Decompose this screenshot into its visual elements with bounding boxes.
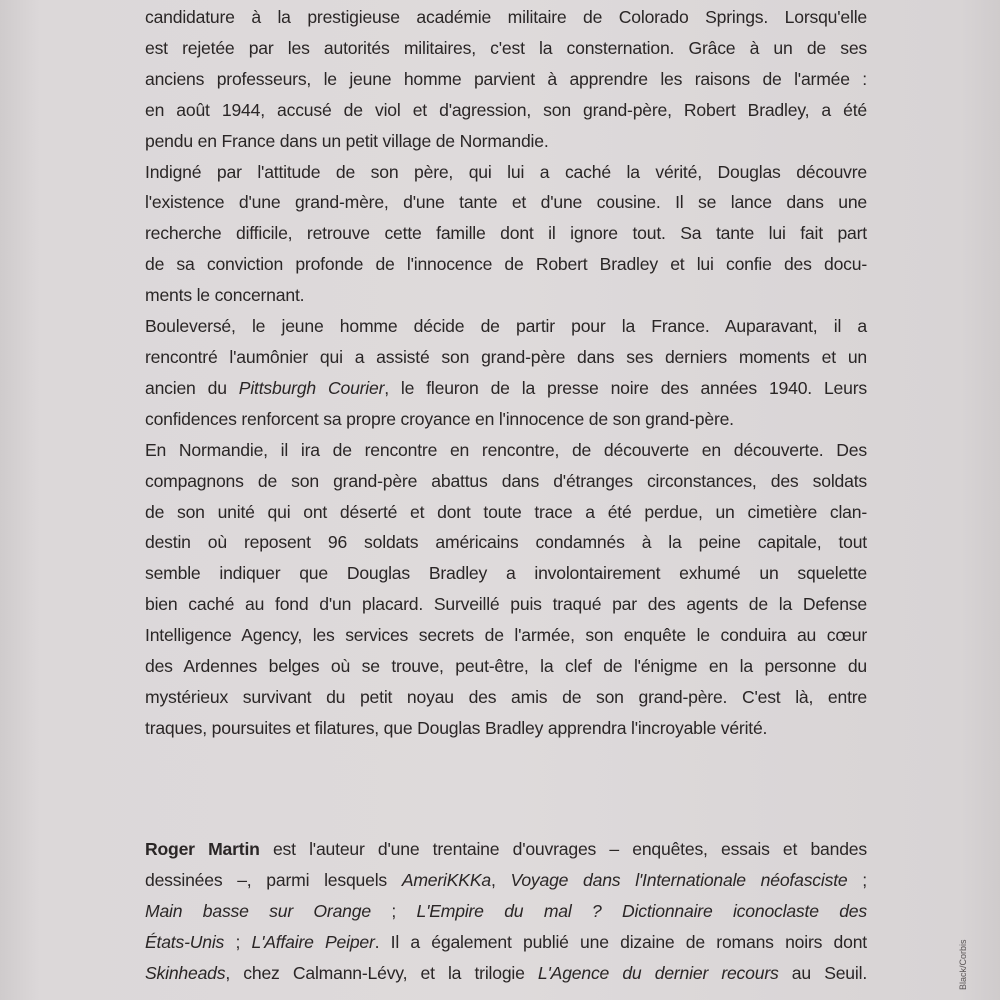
newspaper-title: Pittsburgh Courier [238,377,385,398]
book-title: L'Agence du dernier recours [537,962,779,983]
book-title: L'Affaire Peiper [251,931,375,952]
text-line: semble indiquer que Douglas Bradley a involontairement exhumé un squelette [145,563,867,584]
text-segment: au Seuil. [778,962,868,983]
text-line: l'existence d'une grand-mère, d'une tante et d'une cousine. Il se lance dans une [145,192,867,213]
text-line: pendu en France dans un petit village de Normandie. [145,130,549,151]
text-line: traques, poursuites et filatures, que Douglas Bradley apprendra l'incroyable vérité. [145,717,768,738]
bio-line [145,958,867,989]
text-segment: . Il a également publié une dizaine de romans noirs dont [374,931,867,952]
bio-line [145,865,867,896]
text-line: en août 1944, accusé de viol et d'agression, son grand-père, Robert Bradley, a été [145,99,867,120]
author-name: Roger Martin [145,839,260,859]
text-line: candidature à la prestigieuse académie militaire de Colorado Springs. Lorsqu'elle [145,7,867,27]
text-line: recherche difficile, retrouve cette famille dont il ignore tout. Sa tante lui fait part [145,223,867,244]
text-line: destin où reposent 96 soldats américains condamnés à la peine capitale, tout [145,532,867,553]
author-bio [145,834,867,989]
text-line: ments le concernant. [145,285,305,306]
book-title: États-Unis [145,931,225,952]
text-line: anciens professeurs, le jeune homme parvient à apprendre les raisons de l'armée : [145,68,867,89]
text-line: Intelligence Agency, les services secrets de l'armée, son enquête le conduira au cœur [145,625,867,646]
text-segment: ancien du [145,377,239,398]
book-title: Skinheads [145,962,226,983]
synopsis-text [145,2,867,744]
text-line: compagnons de son grand-père abattus dans d'étranges circonstances, des soldats [145,470,867,491]
text-segment: ; [847,869,867,890]
book-title: Voyage dans l'Internationale néofasciste [510,869,848,890]
text-segment: , [490,869,511,890]
book-title: AmeriKKKa [401,869,491,890]
text-line: rencontré l'aumônier qui a assisté son grand-père dans ses derniers moments et un [145,346,867,367]
text-segment: ; [224,931,252,952]
text-segment: dessinées –, parmi lesquels [145,869,402,890]
text-line: bien caché au fond d'un placard. Surveillé puis traqué par des agents de la Defense [145,594,867,615]
text-segment: , chez Calmann-Lévy, et la trilogie [225,962,538,983]
book-title: Main basse sur Orange [145,900,371,921]
text-line: Bouleversé, le jeune homme décide de partir pour la France. Auparavant, il a [145,316,867,337]
text-segment: est l'auteur d'une trentaine d'ouvrages – enquêtes, essais et bandes [259,839,867,859]
text-line: En Normandie, il ira de rencontre en rencontre, de découverte en découverte. Des [145,439,867,460]
book-title: L'Empire du mal ? Dictionnaire iconoclaste des [416,900,867,921]
bio-line [145,834,867,865]
bio-line [145,927,867,958]
text-line: est rejetée par les autorités militaires, c'est la consternation. Grâce à un de ses [145,37,867,58]
bio-line [145,896,867,927]
text-segment: ; [370,900,417,921]
text-line: de son unité qui ont déserté et dont toute trace a été perdue, un cimetière clan- [145,501,867,522]
text-line: confidences renforcent sa propre croyance en l'innocence de son grand-père. [145,408,734,429]
text-line-courier [145,373,867,404]
text-line: Indigné par l'attitude de son père, qui lui a caché la vérité, Douglas découvre [145,161,867,182]
text-line: des Ardennes belges où se trouve, peut-être, la clef de l'énigme en la personne du [145,656,867,677]
text-line: de sa conviction profonde de l'innocence de Robert Bradley et lui confie des docu- [145,254,867,275]
photo-credit: Black/Corbis [958,939,968,990]
text-segment: , le fleuron de la presse noire des années 1940. Leurs [384,377,867,398]
text-line: mystérieux survivant du petit noyau des amis de son grand-père. C'est là, entre [145,686,867,707]
